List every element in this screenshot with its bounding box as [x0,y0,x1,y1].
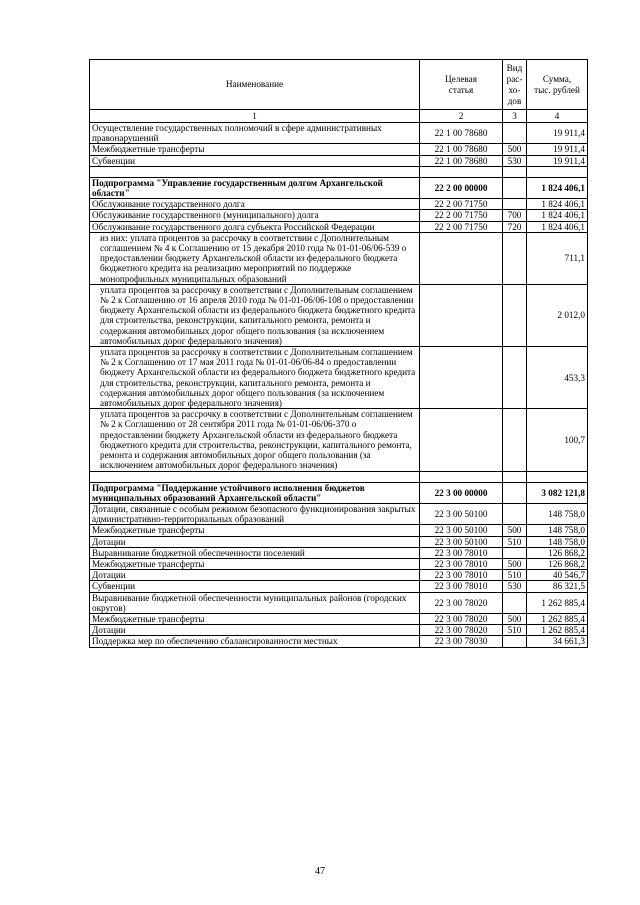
table-row [90,284,588,346]
row-code: 22 3 00 78030 [420,636,503,647]
row-name: Дотации, связанные с особым режимом безопасного функционирования закрытых административно-территориальных образований [90,503,420,524]
row-code: 22 2 00 71750 [420,210,503,221]
row-name: Дотации [90,536,420,547]
table-row [90,199,588,210]
row-name [90,471,420,482]
row-vid: 500 [503,525,527,536]
spacer-row [90,471,588,482]
row-sum: 1 262 885,4 [527,592,588,613]
row-sum: 126 868,2 [527,547,588,558]
row-code: 22 3 00 78010 [420,570,503,581]
row-name: Обслуживание государственного долга [90,199,420,210]
row-sum [527,166,588,177]
row-code: 22 3 00 78020 [420,592,503,613]
table-row [90,570,588,581]
row-sum: 40 546,7 [527,570,588,581]
row-code: 22 3 00 78020 [420,613,503,624]
row-code [420,347,503,409]
table-body [90,123,588,648]
row-sum: 148 758,0 [527,503,588,524]
row-code: 22 1 00 78680 [420,123,503,144]
row-name: Осуществление государственных полномочий в сфере административных правонарушений [90,123,420,144]
row-sum: 1 824 406,1 [527,210,588,221]
row-vid [503,471,527,482]
row-code: 22 3 00 78010 [420,581,503,592]
row-vid [503,177,527,198]
row-vid: 510 [503,625,527,636]
table-row [90,221,588,232]
row-sum: 711,1 [527,232,588,284]
row-sum [527,471,588,482]
header-vid: Вид рас- хо- дов [503,60,527,110]
row-name: Дотации [90,625,420,636]
column-number: 3 [503,110,527,123]
row-name: Субвенции [90,581,420,592]
row-sum: 19 911,4 [527,123,588,144]
row-name: Выравнивание бюджетной обеспеченности муниципальных районов (городских округов) [90,592,420,613]
table-row [90,636,588,647]
row-sum: 86 321,5 [527,581,588,592]
column-number: 4 [527,110,588,123]
row-code: 22 1 00 78680 [420,144,503,155]
table-row [90,144,588,155]
row-vid [503,199,527,210]
row-vid: 530 [503,581,527,592]
row-name: Обслуживание государственного (муниципального) долга [90,210,420,221]
row-sum: 1 262 885,4 [527,625,588,636]
subprogram-row [90,482,588,503]
subprogram-row [90,177,588,198]
row-code: 22 2 00 71750 [420,199,503,210]
row-vid [503,284,527,346]
row-sum: 1 262 885,4 [527,613,588,624]
table-row [90,625,588,636]
row-vid [503,592,527,613]
row-code [420,409,503,471]
row-vid [503,409,527,471]
row-vid: 700 [503,210,527,221]
row-sum: 1 824 406,1 [527,221,588,232]
table-row [90,558,588,569]
row-code [420,284,503,346]
row-name: Межбюджетные трансферты [90,144,420,155]
row-code: 22 3 00 00000 [420,482,503,503]
row-vid: 500 [503,144,527,155]
row-name: уплата процентов за рассрочку в соответствии с Дополнительным соглашением № 2 к Соглашению от 17 мая 2011 года № 01-01-06/06-84 о предоставлении бюджету Архангельской области из федерального бюджета бюджетного кредита для строительства, реконструкции, капитального ремонта, ремонта и содержания автомобильных дорог общего пользования (за исключением автомобильных дорог федерального значения) [90,347,420,409]
row-code: 22 3 00 78010 [420,547,503,558]
row-sum: 1 824 406,1 [527,177,588,198]
row-code: 22 3 00 50100 [420,525,503,536]
row-code: 22 3 00 78020 [420,625,503,636]
header-sum: Сумма, тыс. рублей [527,60,588,110]
table-row [90,347,588,409]
table-row [90,613,588,624]
table-row [90,232,588,284]
table-header-row [90,60,588,110]
column-number: 2 [420,110,503,123]
row-code [420,232,503,284]
table-row [90,547,588,558]
page-number: 47 [315,866,325,877]
row-code: 22 3 00 50100 [420,503,503,524]
row-code: 22 3 00 50100 [420,536,503,547]
row-sum: 34 661,3 [527,636,588,647]
row-vid: 510 [503,570,527,581]
row-sum: 148 758,0 [527,536,588,547]
row-name: Дотации [90,570,420,581]
header-name: Наименование [90,60,420,110]
table-row [90,155,588,166]
row-code [420,166,503,177]
row-name: Подпрограмма "Управление государственным долгом Архангельской области" [90,177,420,198]
table-row [90,536,588,547]
row-sum: 19 911,4 [527,155,588,166]
row-vid: 530 [503,155,527,166]
row-vid [503,547,527,558]
row-sum: 19 911,4 [527,144,588,155]
row-name: Обслуживание государственного долга субъекта Российской Федерации [90,221,420,232]
row-vid: 510 [503,536,527,547]
row-code: 22 3 00 78010 [420,558,503,569]
budget-table [89,59,588,648]
row-name: Выравнивание бюджетной обеспеченности поселений [90,547,420,558]
table-row [90,123,588,144]
row-name: Межбюджетные трансферты [90,613,420,624]
row-vid [503,166,527,177]
column-number: 1 [90,110,420,123]
row-name: Межбюджетные трансферты [90,558,420,569]
row-vid [503,123,527,144]
row-name [90,166,420,177]
table-row [90,409,588,471]
header-target: Целевая статья [420,60,503,110]
row-sum: 100,7 [527,409,588,471]
row-vid [503,503,527,524]
row-name: Межбюджетные трансферты [90,525,420,536]
row-vid [503,636,527,647]
row-vid: 720 [503,221,527,232]
row-vid [503,482,527,503]
row-sum: 148 758,0 [527,525,588,536]
row-vid: 500 [503,613,527,624]
row-vid [503,232,527,284]
row-name: уплата процентов за рассрочку в соответствии с Дополнительным соглашением № 2 к Соглашению от 16 апреля 2010 года № 01-01-06/06-108 о предоставлении бюджету Архангельской области из федерального бюджета бюджетного кредита для строительства, реконструкции, капитального ремонта, ремонта и содержания автомобильных дорог общего пользования (за исключением автомобильных дорог федерального значения) [90,284,420,346]
table-row [90,503,588,524]
table-row [90,525,588,536]
row-name: из них: уплата процентов за рассрочку в соответствии с Дополнительным соглашением № 4 к Соглашению от 15 декабря 2010 года № 01-01-06/06-539 о предоставлении бюджету Архангельской области из федерального бюджета бюджетного кредита на реализацию мероприятий по поддержке монопрофильных муниципальных образований [90,232,420,284]
spacer-row [90,166,588,177]
row-code: 22 2 00 71750 [420,221,503,232]
row-name: Субвенции [90,155,420,166]
row-vid: 500 [503,558,527,569]
table-row [90,210,588,221]
row-code [420,471,503,482]
table-row [90,592,588,613]
row-name: Подпрограмма "Поддержание устойчивого исполнения бюджетов муниципальных образований Архангельской области" [90,482,420,503]
row-sum: 126 868,2 [527,558,588,569]
row-name: Поддержка мер по обеспечению сбалансированности местных [90,636,420,647]
column-number-row [90,110,588,123]
row-sum: 2 012,0 [527,284,588,346]
row-sum: 453,3 [527,347,588,409]
row-sum: 1 824 406,1 [527,199,588,210]
table-row [90,581,588,592]
row-vid [503,347,527,409]
row-code: 22 1 00 78680 [420,155,503,166]
row-code: 22 2 00 00000 [420,177,503,198]
row-name: уплата процентов за рассрочку в соответствии с Дополнительным соглашением № 2 к Соглашению от 28 сентября 2011 года № 01-01-06/06-370 о предоставлении бюджету Архангельской области из федерального бюджета бюджетного кредита для строительства, реконструкции, капитального ремонта, ремонта и содержания автомобильных дорог общего пользования (за исключением автомобильных дорог федерального значения) [90,409,420,471]
row-sum: 3 082 121,8 [527,482,588,503]
